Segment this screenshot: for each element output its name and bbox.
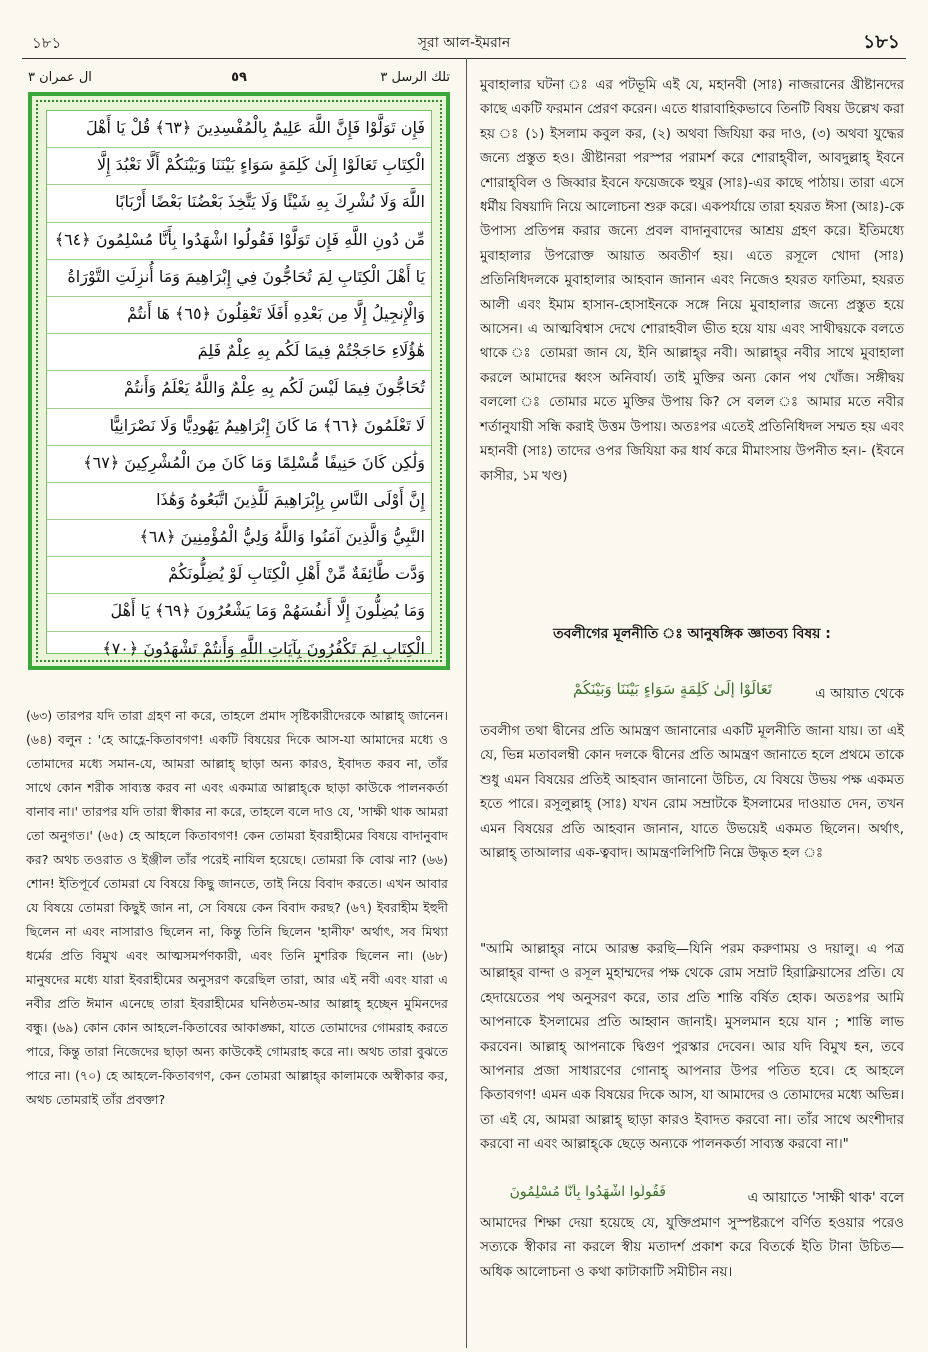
quran-line: الْكِتَابِ تَعَالَوْا إِلَىٰ كَلِمَةٍ سَوَاءٍ بَيْنَنَا وَبَيْنَكُمْ أَلَّا نَعْبُدَ إِلَّا bbox=[47, 148, 431, 185]
quran-line: اللَّهَ وَلَا نُشْرِكَ بِهِ شَيْئًا وَلَا يَتَّخِذَ بَعْضُنَا بَعْضًا أَرْبَابًا bbox=[47, 185, 431, 222]
quran-line: وَلَٰكِن كَانَ حَنِيفًا مُّسْلِمًا وَمَا كَانَ مِنَ الْمُشْرِكِينَ ﴿٦٧﴾ bbox=[47, 446, 431, 483]
quran-line: تُحَاجُّونَ فِيمَا لَيْسَ لَكُم بِهِ عِلْمٌ وَاللَّهُ يَعْلَمُ وَأَنتُمْ bbox=[47, 371, 431, 408]
column-divider bbox=[466, 58, 467, 1348]
quran-line: الْكِتَابِ لِمَ تَكْفُرُونَ بِآيَاتِ اللَّهِ وَأَنتُمْ تَشْهَدُونَ ﴿٧٠﴾ bbox=[102, 638, 425, 658]
header-rule bbox=[22, 58, 906, 59]
quran-line: مِّن دُونِ اللَّهِ فَإِن تَوَلَّوْا فَقُولُوا اشْهَدُوا بِأَنَّا مُسْلِمُونَ ﴿٦٤﴾ bbox=[47, 223, 431, 260]
quran-text-frame bbox=[28, 92, 450, 670]
quran-line: إِنَّ أَوْلَى النَّاسِ بِإِبْرَاهِيمَ لَلَّذِينَ اتَّبَعُوهُ وَهَٰذَا bbox=[47, 483, 431, 520]
page-number-right: ১৮১ bbox=[863, 31, 900, 53]
quran-line: لَا تَعْلَمُونَ ﴿٦٦﴾ مَا كَانَ إِبْرَاهِيمُ يَهُودِيًّا وَلَا نَصْرَانِيًّا bbox=[47, 409, 431, 446]
page-number-left: ১৮১ bbox=[32, 34, 62, 52]
bengali-translation: (৬৩) তারপর যদি তারা গ্রহণ না করে, তাহলে প্রমাদ সৃষ্টিকারীদেরকে আল্লাহ্ জানেন। (৬৪) বলুন : 'হে আহ্লে-কিতাবগণ! একটি বিষয়ের দিকে আস-যা আমাদের মধ্যে ও তোমাদের মধ্যে সমান-যে, আমরা আল্লাহ্ ছাড়া অন্য কারও, ইবাদত করব না, তাঁর সাথে কোন শরীক সাব্যস্ত করব না এবং একমাত্র আল্লাহ্‌কে ছাড়া কাউকে পালনকর্তা বানাব না।' তারপর যদি তারা স্বীকার না করে, তাহলে বলে দাও যে, 'সাক্ষী থাক আমরা তো অনুগত।' (৬৫) হে আহলে কিতাবগণ! কেন তোমরা ইবরাহীমের বিষয়ে বাদানুবাদ কর? অথচ তওরাত ও ইঞ্জীল তাঁর পরেই নাযিল হয়েছে। তোমরা কি বোঝ না? (৬৬) শোন! ইতিপূর্বে তোমরা যে বিষয়ে কিছু জানতে, তাই নিয়ে বিবাদ করতে। এখন আবার যে বিষয়ে তোমরা কিছুই জান না, সে বিষয়ে কেন বিবাদ করছ? (৬৭) ইবরাহীম ইহুদী ছিলেন না এবং নাসারাও ছিলেন না, কিন্তু তিনি ছিলেন 'হানীফ' অর্থাৎ, সব মিথ্যা ধর্মের প্রতি বিমুখ এবং আত্মসমর্পণকারী, এবং তিনি মুশরিক ছিলেন না। (৬৮) মানুষদের মধ্যে যারা ইবরাহীমের অনুসরণ করেছিল তারা, আর এই নবী এবং যারা এ নবীর প্রতি ঈমান এনেছে তারা ইবরাহীমের ঘনিষ্ঠতম-আর আল্লাহ্ হচ্ছেন মুমিনদের বন্ধু। (৬৯) কোন কোন আহলে-কিতাবের আকাঙ্ক্ষা, যাতে তোমাদের গোমরাহ করতে পারে, কিন্তু তারা নিজেদের ছাড়া অন্য কাউকেই গোমরাহ করে না। অথচ তারা বুঝতে পারে না। (৭০) হে আহলে-কিতাবগণ, কেন তোমরা আল্লাহ্‌র কালামকে অস্বীকার কর, অথচ তোমরাই তাঁর প্রবক্তা? bbox=[26, 708, 448, 1107]
quran-line: وَمَا يُضِلُّونَ إِلَّا أَنفُسَهُمْ وَمَا يَشْعُرُونَ ﴿٦٩﴾ يَا أَهْلَ bbox=[47, 594, 431, 631]
commentary-tabligh: তবলীগ তথা দ্বীনের প্রতি আমন্ত্রণ জানানোর একটি মূলনীতি জানা যায়। তা এই যে, ভিন্ন মতাবলম্বী কোন দলকে দ্বীনের প্রতি আমন্ত্রণ জানাতে হলে প্রথমে তাকে শুধু এমন বিষয়ের প্রতিই আহবান জানানো উচিত, যে বিষয়ে উভয় পক্ষ একমত হতে পারে। রসূলুল্লাহ্ (সাঃ) যখন রোম সম্রাটকে ইসলামের দাওয়াত দেন, তখন এমন বিষয়ের প্রতি আহবান জানান, যাতে উভয়েই একমত ছিলেন। অর্থাৎ, আল্লাহ্ তাআলার এক-ত্ববাদ। আমন্ত্রণলিপিটি নিম্নে উদ্ধৃত হল ঃ bbox=[480, 724, 904, 862]
ayah-quote-lead: এ আয়াত থেকে bbox=[815, 686, 904, 702]
running-header bbox=[22, 18, 906, 52]
mushaf-page-number: ٥٩ bbox=[231, 70, 247, 85]
section-heading: তবলীগের মূলনীতি ঃ আনুষঙ্গিক জ্ঞাতব্য বিষয় : bbox=[553, 626, 831, 642]
ayah-quote-row bbox=[480, 680, 904, 710]
commentary-conclusion: আমাদের শিক্ষা দেয়া হয়েছে যে, যুক্তিপ্রমাণ সুস্পষ্টরূপে বর্ণিত হওয়ার পরেও সত্যকে স্বীকার না করলে স্বীয় মতাদর্শ প্রকাশ করে বিতর্কে ইতি টানা উচিত—অধিক আলোচনা ও কথা কাটাকাটি সমীচীন নয়। bbox=[480, 1216, 904, 1280]
ayah-quote-arabic: تَعَالَوْا إِلَىٰ كَلِمَةٍ سَوَاءٍ بَيْنَنَا وَبَيْنَكُمْ bbox=[573, 680, 772, 698]
quran-line: هَٰؤُلَاءِ حَاجَجْتُمْ فِيمَا لَكُم بِهِ عِلْمٌ فَلِمَ bbox=[47, 334, 431, 371]
surah-title: সূরা আল-ইমরান bbox=[417, 35, 511, 51]
quran-line: النَّبِيُّ وَالَّذِينَ آمَنُوا وَاللَّهُ وَلِيُّ الْمُؤْمِنِينَ ﴿٦٨﴾ bbox=[47, 520, 431, 557]
mushaf-page-header bbox=[28, 70, 450, 92]
quran-line: فَإِن تَوَلَّوْا فَإِنَّ اللَّهَ عَلِيمٌ بِالْمُفْسِدِينَ ﴿٦٣﴾ قُلْ يَا أَهْلَ bbox=[47, 111, 431, 148]
ayah-quote-row-2 bbox=[480, 1184, 904, 1214]
quran-line: وَالْإِنجِيلُ إِلَّا مِن بَعْدِهِ أَفَلَا تَعْقِلُونَ ﴿٦٥﴾ هَا أَنتُمْ bbox=[47, 297, 431, 334]
quran-line: وَدَّت طَّائِفَةٌ مِّنْ أَهْلِ الْكِتَابِ لَوْ يُضِلُّونَكُمْ bbox=[47, 557, 431, 594]
ayah-quote-lead-2: এ আয়াতে 'সাক্ষী থাক' বলে bbox=[747, 1190, 904, 1206]
letter-quote: "আমি আল্লাহ্‌র নামে আরম্ভ করছি—যিনি পরম করুণাময় ও দয়ালু। এ পত্র আল্লাহ্‌র বান্দা ও রসূল মুহাম্মদের পক্ষ থেকে রোম সম্রাট হিরাক্লিয়াসের প্রতি। যে হেদায়েতের পথ অনুসরণ করে, তার প্রতি শান্তি বর্ষিত হোক। অতঃপর আমি আপনাকে ইসলামের প্রতি আহ্বান জানাই। মুসলমান হয়ে যান ; শান্তি লাভ করবেন। আল্লাহ্ আপনাকে দ্বিগুণ পুরস্কার দেবেন। আর যদি বিমুখ হন, তবে আপনার প্রজা সাধারণের গোনাহ্ আপনার উপর পতিত হবে। হে আহলে কিতাবগণ! এমন এক বিষয়ের দিকে আস, যা আমাদের ও তোমাদের মধ্যে অভিন্ন। তা এই যে, আমরা আল্লাহ্ ছাড়া কারও ইবাদত করবো না। তাঁর সাথে অংশীদার করবো না এবং আল্লাহ্‌কে ছেড়ে অন্যকে পালনকর্তা সাব্যস্ত করবো না।" bbox=[480, 942, 904, 1153]
quran-line: يَا أَهْلَ الْكِتَابِ لِمَ تُحَاجُّونَ فِي إِبْرَاهِيمَ وَمَا أُنزِلَتِ التَّوْرَاةُ bbox=[47, 260, 431, 297]
quran-text-panel bbox=[46, 110, 432, 658]
surah-label: ال عمران ٣ bbox=[28, 70, 92, 85]
juz-label: تلك الرسل ٣ bbox=[380, 70, 450, 85]
commentary-mubahala: মুবাহালার ঘটনা ঃ এর পটভূমি এই যে, মহানবী (সাঃ) নাজরানের খ্রীষ্টানদের কাছে একটি ফরমান প্রেরণ করেন। এতে ধারাবাহিকভাবে তিনটি বিষয় উল্লেখ করা হয় ঃ (১) ইসলাম কবুল কর, (২) অথবা জিযিয়া কর দাও, (৩) অথবা যুদ্ধের জন্যে প্রস্তুত হও। খ্রীষ্টানরা পরস্পর পরামর্শ করে শোরাহ্‌বীল, আবদুল্লাহ্ ইবনে শোরাহ্‌বিল ও জিব্বার ইবনে ফয়েজকে হুযুর (সাঃ)-এর কাছে পাঠায়। তারা এসে ধর্মীয় বিষয়াদি নিয়ে আলোচনা শুরু করে। একপর্যায়ে তারা হযরত ঈসা (আঃ)-কে উপাস্য প্রতিপন্ন করার জন্যে প্রবল বাদানুবাদের আশ্রয় গ্রহণ করে। ইতিমধ্যে মুবাহালার উপরোক্ত আয়াত অবতীর্ণ হয়। এতে রসূলে খোদা (সাঃ) প্রতিনিধিদলকে মুবাহালার আহবান জানান এবং নিজেও হযরত ফাতিমা, হযরত আলী এবং ইমাম হাসান-হোসাইনকে সঙ্গে নিয়ে মুবাহালার জন্যে প্রস্তুত হয়ে আসেন। এ আত্মবিশ্বাস দেখে শোরাহবীল ভীত হয়ে যায় এবং সাথীদ্বয়কে বলতে থাকে ঃ তোমরা জান যে, ইনি আল্লাহ্‌র নবী। আল্লাহ্‌র নবীর সাথে মুবাহালা করলে আমাদের ধ্বংস অনিবার্য। তাই মুক্তির অন্য কোন পথ খোঁজ। সঙ্গীদ্বয় বললো ঃ তোমার মতে মুক্তির উপায় কি? সে বলল ঃ আমার মতে নবীর শর্তানুযায়ী সন্ধি করাই উত্তম উপায়। অতঃপর এতেই প্রতিনিধিদল সম্মত হয় এবং মহানবী (সাঃ) তাদের ওপর জিযিয়া কর ধার্য করে মীমাংসায় উপনীত হন।- (ইবনে কাসীর, ১ম খণ্ড) bbox=[480, 78, 904, 484]
ayah-quote-arabic-2: فَقُولُوا اشْهَدُوا بِأَنَّا مُسْلِمُونَ bbox=[509, 1184, 666, 1200]
